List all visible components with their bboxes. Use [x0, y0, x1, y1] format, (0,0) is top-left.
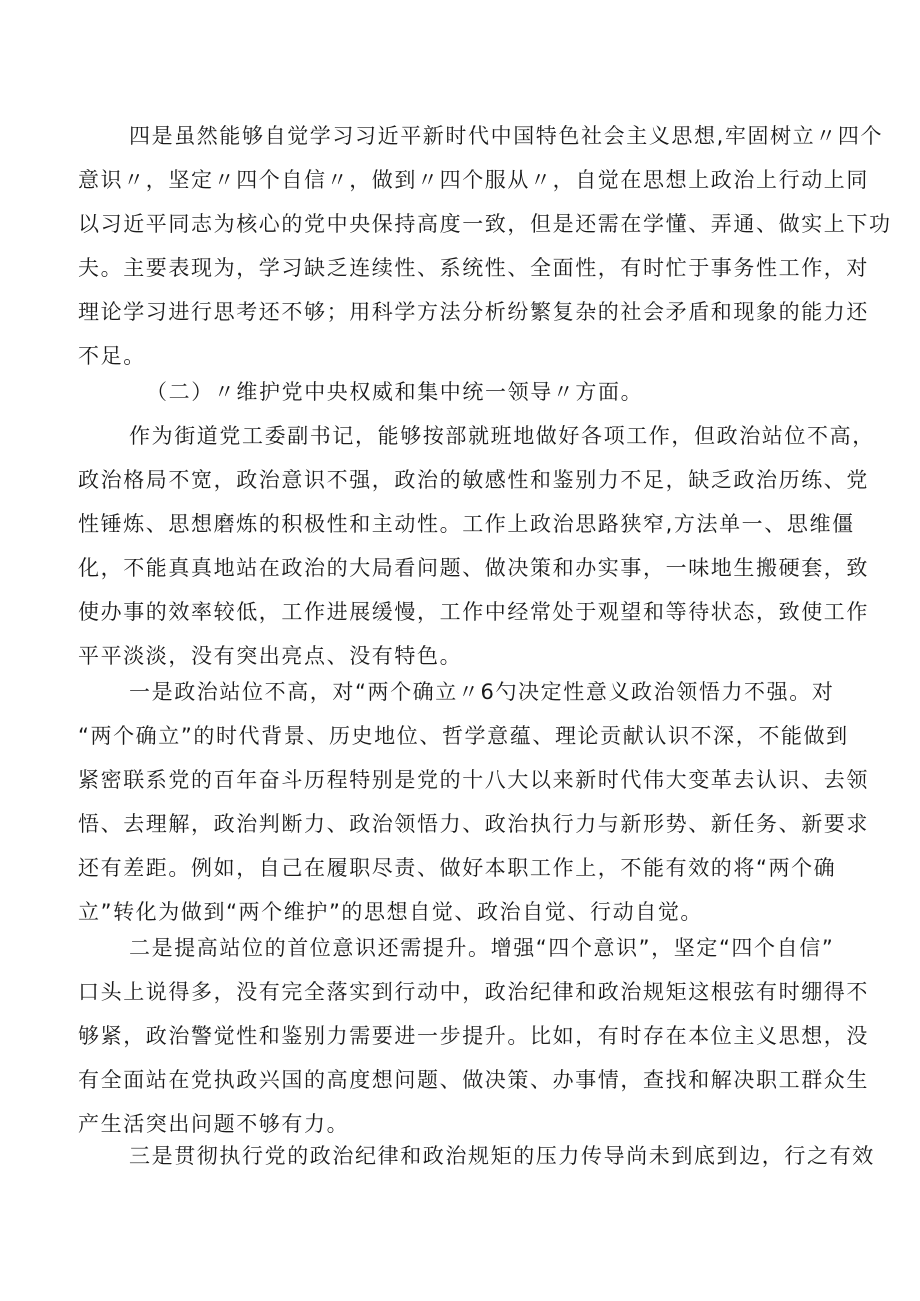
text-line: 政治格局不宽，政治意识不强，政治的敏感性和鉴别力不足，缺乏政治历练、党	[78, 468, 869, 492]
paragraph-deputy-secretary	[78, 414, 875, 678]
text-line: 够紧，政治警觉性和鉴别力需要进一步提升。比如，有时存在本位主义思想，没	[78, 1024, 869, 1048]
text-line: 口头上说得多，没有完全落实到行动中，政治纪律和政治规矩这根弦有时绷得不	[78, 980, 869, 1004]
paragraph-first-political-stance	[78, 670, 869, 934]
text-line: 二是提高站位的首位意识还需提升。增强“四个意识”，坚定“四个自信”	[129, 936, 835, 960]
text-line: 悟、去理解，政治判断力、政治领悟力、政治执行力与新形势、新任务、新要求	[78, 812, 869, 836]
text-line: 夫。主要表现为，学习缺乏连续性、系统性、全面性，有时忙于事务性工作，对	[78, 256, 869, 280]
paragraph-four-awareness	[78, 114, 892, 378]
text-line: 产生活突出问题不够有力。	[78, 1112, 350, 1136]
section-heading	[78, 370, 850, 414]
text-line: “两个确立”的时代背景、历史地位、哲学意蕴、理论贡献认识不深，不能做到	[78, 724, 849, 748]
text-line: 紧密联系党的百年奋斗历程特别是党的十八大以来新时代伟大变革去认识、去领	[78, 768, 869, 792]
heading-text: （二）〃维护党中央权威和集中统一领导〃方面。	[146, 380, 644, 404]
text-line: 有全面站在党执政兴国的高度想问题、做决策、办事情，查找和解决职工群众生	[78, 1068, 869, 1092]
paragraph-third-discipline	[78, 1134, 875, 1178]
text-line: 三是贯彻执行党的政治纪律和政治规矩的压力传导尚未到底到边，行之有效	[129, 1144, 875, 1168]
text-line: 理论学习进行思考还不够；用科学方法分析纷繁复杂的社会矛盾和现象的能力还	[78, 300, 869, 324]
text-line: 意识〃，坚定〃四个自信〃，做到〃四个服从〃，自觉在思想上政治上行动上同	[78, 168, 869, 192]
paragraph-second-priority-awareness	[78, 926, 869, 1146]
text-line: 不足。	[78, 344, 146, 368]
text-line: 一是政治站位不高，对“两个确立〃6勺决定性意义政治领悟力不强。对	[129, 680, 835, 704]
text-line: 平平淡淡，没有突出亮点、没有特色。	[78, 644, 463, 668]
text-line: 还有差距。例如，自己在履职尽责、做好本职工作上，不能有效的将“两个确	[78, 856, 837, 880]
text-line: 使办事的效率较低，工作进展缓慢，工作中经常处于观望和等待状态，致使工作	[78, 600, 869, 624]
text-line: 化，不能真真地站在政治的大局看问题、做决策和办实事，一味地生搬硬套，致	[78, 556, 869, 580]
text-line: 立”转化为做到“两个维护”的思想自觉、政治自觉、行动自觉。	[78, 900, 704, 924]
text-line: 以习近平同志为核心的党中央保持高度一致，但是还需在学懂、弄通、做实上下功	[78, 212, 892, 236]
text-line: 性锤炼、思想磨炼的积极性和主动性。工作上政治思路狭窄,方法单一、思维僵	[78, 512, 855, 536]
text-line: 作为街道党工委副书记，能够按部就班地做好各项工作，但政治站位不高，	[129, 424, 875, 448]
text-line: 四是虽然能够自觉学习习近平新时代中国特色社会主义思想,牢固树立〃四个	[129, 124, 884, 148]
